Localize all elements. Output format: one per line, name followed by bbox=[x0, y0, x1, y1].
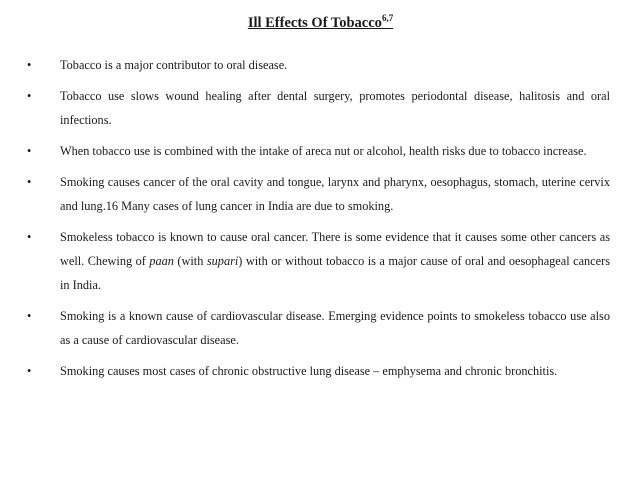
bullet-text bbox=[60, 230, 610, 292]
slide-title-superscript: 6,7 bbox=[381, 13, 394, 24]
bullet-text: Tobacco use slows wound healing after dental surgery, promotes periodontal disease, halitosis and oral infections. bbox=[60, 89, 610, 127]
slide-title bbox=[27, 14, 610, 32]
bullet-text-part: Smokeless tobacco is known to cause oral cancer. There is some evidence that it causes some other cancers as well. Chewing of bbox=[60, 230, 610, 268]
bullet-text-part: (with bbox=[173, 254, 207, 268]
bullet-item bbox=[27, 84, 610, 132]
bullet-text: Smoking is a known cause of cardiovascular disease. Emerging evidence points to smokeless tobacco use also as a cause of cardiovascular disease. bbox=[60, 309, 610, 347]
bullet-icon: • bbox=[27, 175, 32, 189]
bullet-text: When tobacco use is combined with the intake of areca nut or alcohol, health risks due to tobacco increase. bbox=[60, 144, 587, 158]
slide-title-text: Ill Effects Of Tobacco bbox=[247, 15, 382, 31]
bullet-icon: • bbox=[27, 364, 32, 378]
bullet-text: Smoking causes most cases of chronic obstructive lung disease – emphysema and chronic bronchitis. bbox=[60, 364, 558, 378]
bullet-icon: • bbox=[27, 230, 32, 244]
bullet-item bbox=[27, 225, 610, 297]
bullet-item bbox=[27, 139, 610, 163]
bullet-icon: • bbox=[27, 309, 32, 323]
bullet-text-italic: paan bbox=[149, 254, 174, 268]
bullet-list bbox=[27, 53, 610, 383]
bullet-text: Tobacco is a major contributor to oral disease. bbox=[60, 58, 288, 72]
bullet-item bbox=[27, 170, 610, 218]
bullet-item bbox=[27, 53, 610, 77]
bullet-icon: • bbox=[27, 144, 32, 158]
bullet-text-part: ) with or without tobacco is a major cause of oral and oesophageal cancers in India. bbox=[60, 254, 610, 292]
bullet-icon: • bbox=[27, 58, 32, 72]
bullet-icon: • bbox=[27, 89, 32, 103]
bullet-text-italic: supari bbox=[206, 254, 239, 268]
bullet-item bbox=[27, 304, 610, 352]
bullet-item bbox=[27, 359, 610, 383]
bullet-text: Smoking causes cancer of the oral cavity and tongue, larynx and pharynx, oesophagus, stomach, uterine cervix and lung.16 Many cases of lung cancer in India are due to smoking. bbox=[60, 175, 610, 213]
